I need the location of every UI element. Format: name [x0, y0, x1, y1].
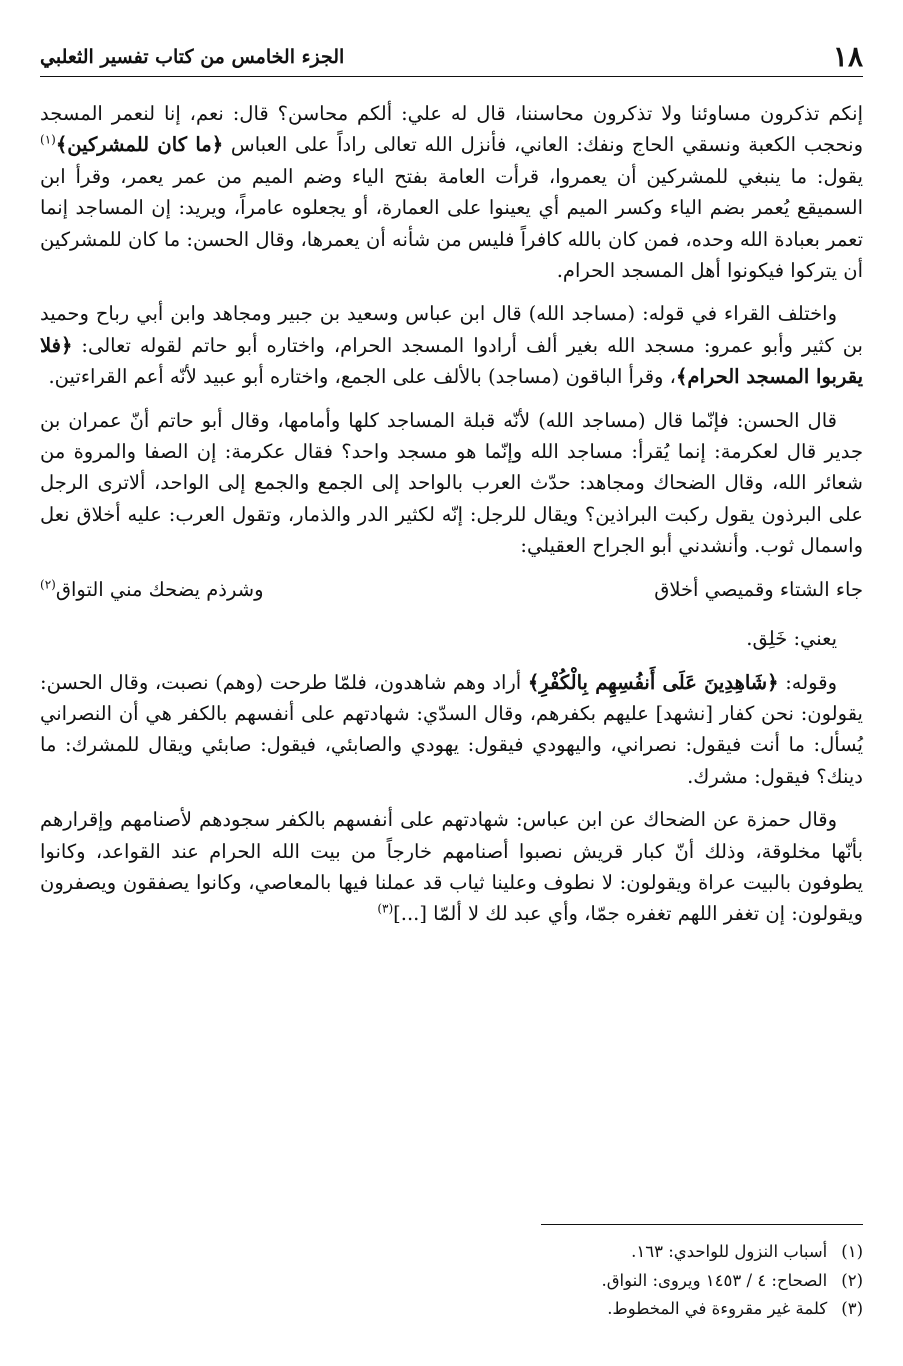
quran-quote: ﴿ما كان للمشركين﴾ [55, 133, 224, 157]
paragraph-4-text-b: أراد وهم شاهدون، فلمّا طرحت (وهم) نصبت، وقال الحسن: يقولون: نحن كفار [نشهد] عليهم بكفرهم، وقال السدّي: شهادتهم على أنفسهم بالكفر هي أن النصراني يُسأل: ما أنت فيقول: نصراني، واليهودي فيقول: يهودي والصابئي، فيقول: صابئي ويقال للمشرك: ما دينك؟ فيقول: مشرك. [40, 670, 863, 788]
paragraph-4-text-a: وقوله: [778, 670, 837, 694]
paragraph-1-text-b: يقول: ما ينبغي للمشركين أن يعمروا، قرأت العامة بفتح الياء وضم الميم من عمر يعمر، وقرأ ابن السميقع يُعمر بضم الياء وكسر الميم أي يعينوا على العمارة، أو يجعلوه عامراً، ويريد: إن المساجد إنما تعمر بعبادة الله وحده، فمن كان بالله كافراً فليس من شأنه أن يعمرها، وقال الحسن: ما كان للمشركين أن يتركوا فيكونوا أهل المسجد الحرام. [40, 164, 863, 283]
gloss-line: يعني: خَلِق. [746, 627, 837, 651]
footnote-ref-2: (٢) [40, 577, 56, 592]
paragraph-5-text: وقال حمزة عن الضحاك عن ابن عباس: شهادتهم على أنفسهم بالكفر سجودهم لأصنامهم وإقرارهم بأنّها مخلوقة، وذلك أنّ كبار قريش نصبوا أصنامهم خارجاً من بيت الله الحرام عند القواعد، وكانوا يطوفون بالبيت عراة ويقولون: لا نطوف وعلينا ثياب قد عملنا فيها بالمعاصي، وكانوا يصفقون ويصفرون ويقولون: إن تغفر اللهم تغفره جمّا، وأي عبد لك لا ألمّا [...] [40, 808, 863, 926]
footnote-text: أسباب النزول للواحدي: ١٦٣. [631, 1242, 828, 1261]
main-text [40, 98, 863, 942]
paragraph-2-text-a: واختلف القراء في قوله: (مساجد الله) قال ابن عباس وسعيد بن جبير ومجاهد وابن أبي رباح وحميد بن كثير وأبو عمرو: مسجد الله بغير ألف أرادوا المسجد الحرام، واختاره أبو حاتم لقوله تعالى: [40, 302, 863, 357]
page-number: ١٨ [832, 40, 863, 73]
paragraph-4 [40, 667, 863, 793]
footnote-item [303, 1267, 863, 1296]
quran-quote: ﴿شَاهِدِينَ عَلَى أَنفُسِهِم بِالْكُفْرِ﴾ [527, 670, 779, 694]
footnote-divider [541, 1224, 863, 1225]
footnotes [303, 1238, 863, 1324]
footnote-ref-1: (١) [40, 132, 56, 147]
footnote-number: (١) [841, 1242, 863, 1261]
running-title: الجزء الخامس من كتاب تفسير الثعلبي [40, 46, 345, 68]
paragraph-3: قال الحسن: فإنّما قال (مساجد الله) لأنّه قبلة المساجد كلها وأمامها، وقال أبو حاتم أنّ عمران بن جدير قال لعكرمة: إنما يُقرأ: مساجد الله وإنّما هو مسجد واحد؟ فقال عكرمة: إن الصفا والمروة من شعائر الله، وقال الضحاك ومجاهد: حدّث العرب بالواحد إلى الجمع والجمع إلى الواحد، ألاترى الرجل على البرذون يقول ركبت البراذين؟ ويقال للرجل: إنّه لكثير الدر والذمار، وتقول العرب: عليه أخلاق نعل واسمال ثوب. وأنشدني أبو الجراح العقيلي: [40, 408, 863, 558]
footnote-number: (٢) [841, 1270, 863, 1290]
verse-second-hemistich-wrap [40, 574, 264, 605]
footnote-ref-3: (٣) [377, 901, 394, 916]
paragraph-1-text-a: إنكم تذكرون مساوئنا ولا تذكرون محاسننا، قال له علي: ألكم محاسن؟ قال: نعم، إنا لنعمر المسجد ونحجب الكعبة ونسقي الحاج ونفك: العاني، فأنزل الله تعالى راداً على العباس [40, 102, 863, 157]
quran-quote: ﴿فلا يقربوا المسجد الحرام﴾ [40, 333, 863, 389]
page-header [40, 42, 863, 77]
paragraph-1 [40, 98, 863, 286]
paragraph-2 [40, 298, 863, 392]
paragraph-2-text-b: ، وقرأ الباقون (مساجد) بالألف على الجمع، واختاره أبو عبيد لأنّه أعم القراءتين. [48, 365, 676, 389]
poetry-verse [40, 574, 863, 605]
footnote-text: الصحاح: ٤ / ١٤٥٣ ويروى: النواق. [601, 1270, 828, 1290]
verse-second-hemistich: وشرذم يضحك مني التواق [55, 577, 264, 601]
footnote-text: كلمة غير مقروءة في المخطوط. [607, 1299, 828, 1318]
verse-first-hemistich: جاء الشتاء وقميصي أخلاق [654, 577, 863, 601]
footnote-item [303, 1238, 863, 1267]
paragraph-5 [40, 804, 863, 930]
footnote-item [303, 1295, 863, 1324]
footnote-number: (٣) [841, 1299, 863, 1318]
